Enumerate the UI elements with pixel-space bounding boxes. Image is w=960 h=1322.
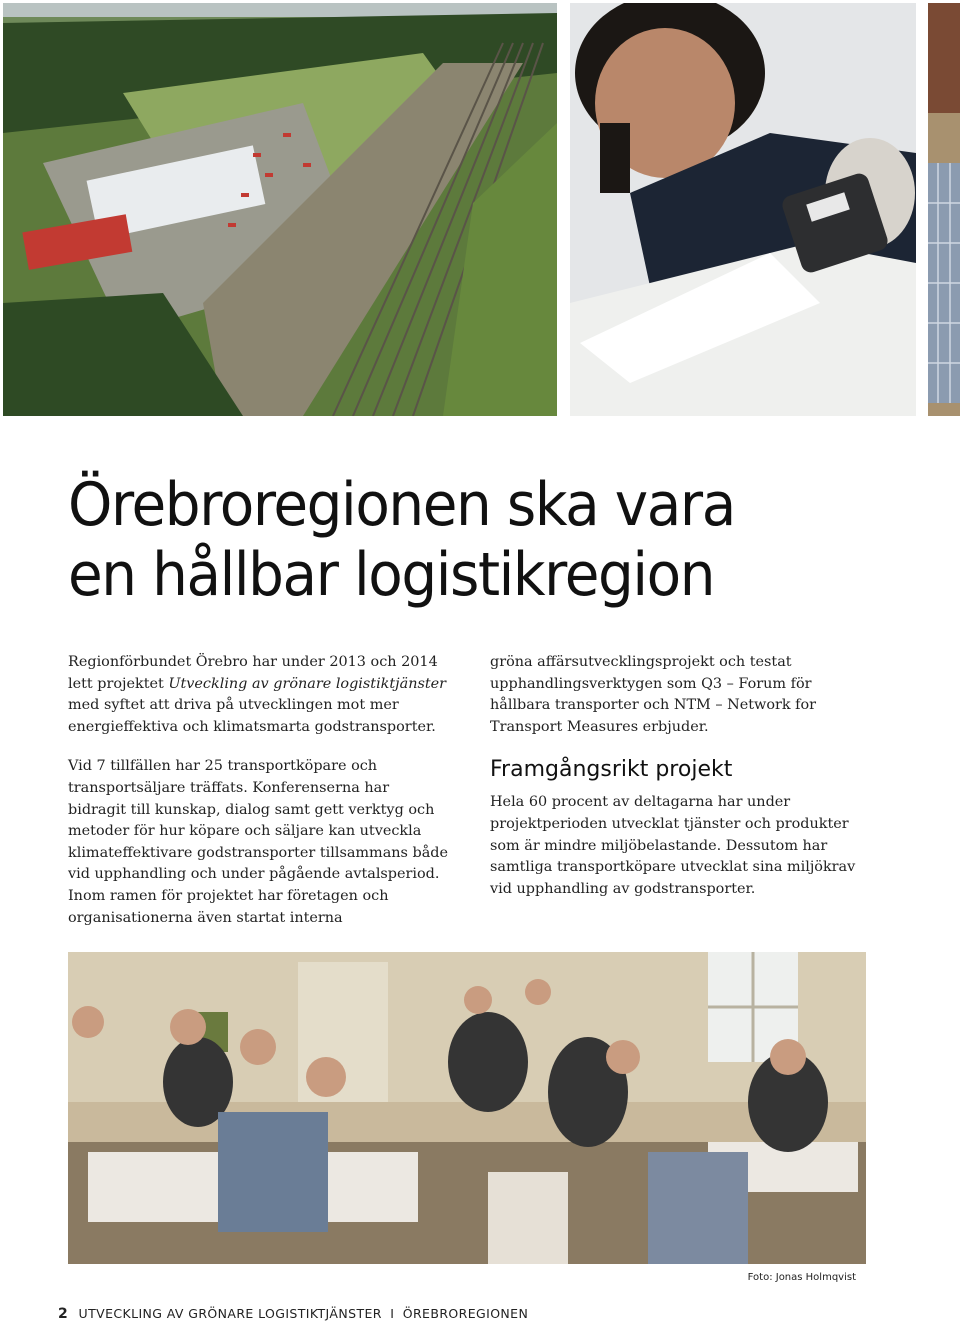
intro-text-end: med syftet att driva på utvecklingen mot mer energieffektiva och klimatsmarta godstransporter. <box>68 697 436 735</box>
continued-paragraph: gröna affärsutvecklingsprojekt och testat upphandlingsverktygen som Q3 – Forum för hållbara transporter och NTM – Network for Transport Measures erbjuder. <box>490 654 817 735</box>
headline-line-1: Örebroregionen ska vara <box>68 470 735 540</box>
body-paragraph: Vid 7 tillfällen har 25 transportköpare och transportsäljare träffats. Konferenserna har bidragit till kunskap, dialog samt gett verktyg och metoder för hur köpare och säljare kan utveckla klimateffektivare godstransporter tillsammans både vid upphandling och under pågående avtalsperiod. Inom ramen för projektet har företagen och organisationerna även startat interna <box>68 758 449 926</box>
photo-credit: Foto: Jonas Holmqvist <box>747 1272 856 1283</box>
page-footer <box>58 1306 528 1322</box>
footer-region: ÖREBROREGIONEN <box>402 1306 529 1321</box>
text-column-left <box>68 652 450 929</box>
photo-aerial-logistics-terminal <box>3 3 557 416</box>
footer-publication-title: UTVECKLING AV GRÖNARE LOGISTIKTJÄNSTER <box>78 1306 382 1321</box>
project-name: Utveckling av grönare logistiktjänster <box>168 675 447 692</box>
intro-paragraph <box>68 652 450 738</box>
intro-text-start: Regionförbundet Örebro har under 2013 och 2014 lett projektet <box>68 654 438 692</box>
section-heading: Framgångsrikt projekt <box>490 757 733 783</box>
page-number: 2 <box>58 1306 69 1322</box>
footer-separator: I <box>390 1306 395 1321</box>
page-headline <box>68 470 876 610</box>
headline-line-2: en hållbar logistikregion <box>68 540 715 610</box>
photo-conference-participants <box>68 952 866 1264</box>
photo-worker-with-scanner <box>570 3 916 416</box>
text-column-right <box>490 652 872 900</box>
photo-edge-crop <box>928 3 960 416</box>
section-paragraph: Hela 60 procent av deltagarna har under projektperioden utvecklat tjänster och produkter som är mindre miljöbelastande. Dessutom har samtliga transportköpare utvecklat sina miljökrav vid upphandling av godstransporter. <box>490 794 856 897</box>
